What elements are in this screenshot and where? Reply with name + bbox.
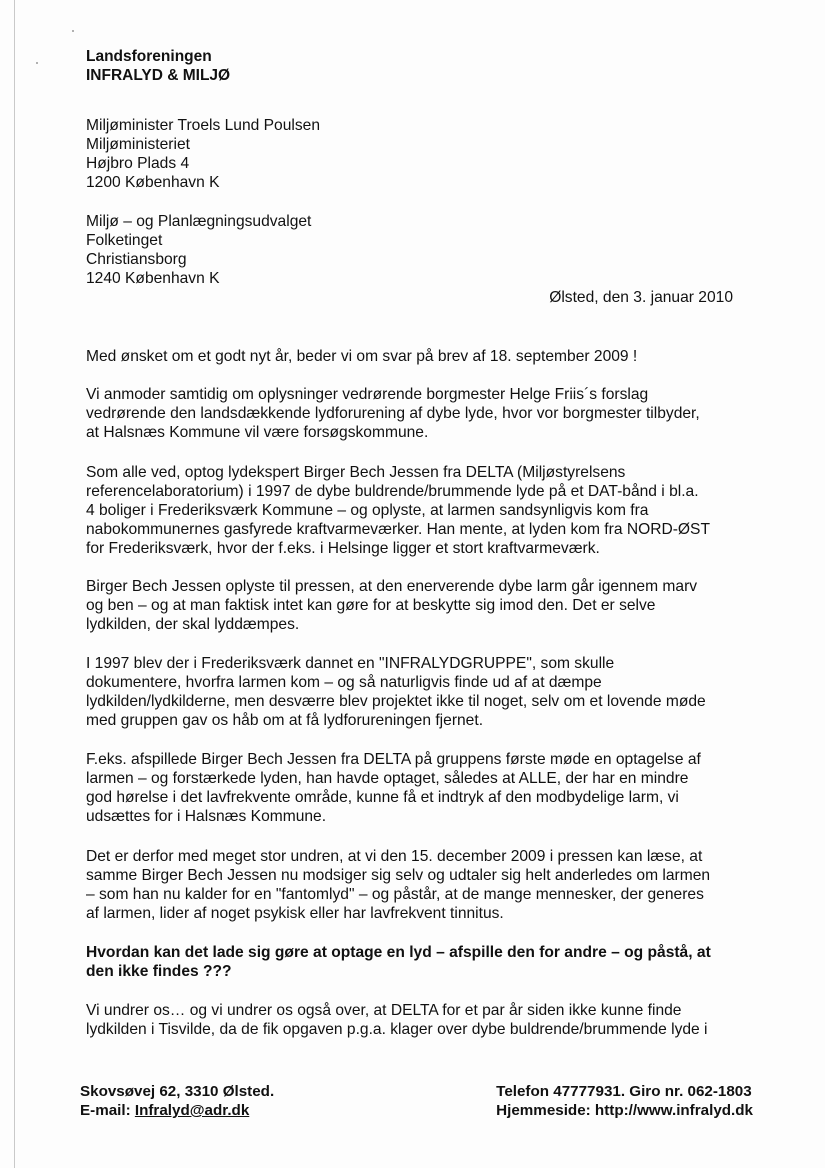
text-line: Vi anmoder samtidig om oplysninger vedrørende borgmester Helge Friis´s forslag: [86, 386, 649, 403]
text-line: med gruppen gav os håb om at få lydforureningen fjernet.: [86, 712, 484, 729]
text-line: Det er derfor med meget stor undren, at vi den 15. december 2009 i pressen kan læse, at: [86, 848, 703, 865]
text-line: Vi undrer os… og vi undrer os også over, at DELTA for et par år siden ikke kunne finde: [86, 1002, 682, 1019]
address-line: Christiansborg: [86, 251, 187, 268]
email-label: E-mail:: [80, 1102, 131, 1119]
text-line: – som han nu kalder for en "fantomlyd" – og påstår, at de mange mennesker, der generes: [86, 886, 704, 903]
sender-org: INFRALYD & MILJØ: [86, 67, 231, 84]
address-line: 1240 København K: [86, 270, 220, 287]
bold-question-paragraph: [86, 943, 711, 981]
footer-website[interactable]: Hjemmeside: http://www.infralyd.dk: [496, 1102, 753, 1119]
text-line: lydkilden/lydkilderne, men desværre blev projektet ikke til noget, selv om et lovende møde: [86, 693, 706, 710]
paragraph: [86, 1001, 708, 1039]
footer-address: Skovsøvej 62, 3310 Ølsted.: [80, 1083, 275, 1100]
paragraph: [86, 750, 701, 826]
text-line: Med ønsket om et godt nyt år, beder vi om svar på brev af 18. september 2009 !: [86, 348, 638, 365]
address-line: Miljøministeriet: [86, 136, 190, 153]
text-line: at Halsnæs Kommune vil være forsøgskommune.: [86, 424, 429, 441]
text-line: den ikke findes ???: [86, 963, 232, 980]
paragraph: [86, 847, 710, 923]
recipient-address-2: [86, 212, 311, 288]
footer-email-row: [80, 1101, 274, 1120]
scan-speck: [36, 62, 38, 64]
text-line: F.eks. afspillede Birger Bech Jessen fra DELTA på gruppens første møde en optagelse af: [86, 751, 701, 768]
email-link[interactable]: Infralyd@adr.dk: [134, 1102, 250, 1119]
scan-edge: [14, 0, 15, 1168]
text-line: udsættes for i Halsnæs Kommune.: [86, 808, 327, 825]
text-line: samme Birger Bech Jessen nu modsiger sig selv og udtaler sig helt anderledes om larmen: [86, 867, 711, 884]
footer-phone: Telefon 47777931. Giro nr. 062-1803: [496, 1083, 752, 1100]
text-line: referencelaboratorium) i 1997 de dybe buldrende/brummende lyde på et DAT-bånd i bl.a.: [86, 483, 699, 500]
footer-contact-left: [80, 1082, 274, 1120]
text-line: vedrørende den landsdækkende lydforurening af dybe lyde, hvor vor borgmester tilbyder,: [86, 405, 700, 422]
paragraph: [86, 654, 706, 730]
text-line: Hvordan kan det lade sig gøre at optage en lyd – afspille den for andre – og påstå, at: [86, 944, 711, 961]
paragraph: [86, 577, 697, 634]
address-line: Miljøminister Troels Lund Poulsen: [86, 117, 320, 134]
address-line: 1200 København K: [86, 174, 220, 191]
text-line: lydkilden i Tisvilde, da de fik opgaven p.g.a. klager over dybe buldrende/brummende lyde i: [86, 1021, 708, 1038]
address-line: Højbro Plads 4: [86, 155, 190, 172]
paragraph: [86, 463, 710, 558]
text-line: og ben – og at man faktisk intet kan gøre for at beskytte sig imod den. Det er selve: [86, 597, 656, 614]
text-line: Birger Bech Jessen oplyste til pressen, at den enerverende dybe larm går igennem marv: [86, 578, 698, 595]
text-line: af larmen, lider af noget psykisk eller har lavfrekvent tinnitus.: [86, 905, 504, 922]
paragraph: [86, 385, 700, 442]
recipient-address-1: [86, 116, 320, 192]
sender-name: Landsforeningen: [86, 48, 212, 65]
text-line: larmen – og forstærkede lyden, han havde optaget, således at ALLE, der har en mindre: [86, 770, 689, 787]
letter-date: Ølsted, den 3. januar 2010: [549, 289, 733, 306]
text-line: god hørelse i det lavfrekvente område, kunne få et indtryk af den modbydelige larm, vi: [86, 789, 679, 806]
sender-block: [86, 47, 230, 85]
address-line: Miljø – og Planlægningsudvalget: [86, 213, 312, 230]
paragraph: [86, 347, 637, 366]
text-line: dokumentere, hvorfra larmen kom – og så naturligvis finde ud af at dæmpe: [86, 674, 602, 691]
text-line: Som alle ved, optog lydekspert Birger Bech Jessen fra DELTA (Miljøstyrelsens: [86, 464, 626, 481]
footer-contact-right: [496, 1082, 753, 1120]
address-line: Folketinget: [86, 232, 163, 249]
text-line: nabokommunernes gasfyrede kraftvarmeværker. Han mente, at lyden kom fra NORD-ØST: [86, 521, 710, 538]
text-line: lydkilden, der skal lyddæmpes.: [86, 616, 300, 633]
text-line: I 1997 blev der i Frederiksværk dannet en "INFRALYDGRUPPE", som skulle: [86, 655, 615, 672]
text-line: for Frederiksværk, hvor der f.eks. i Helsinge ligger et stort kraftvarmeværk.: [86, 540, 600, 557]
scan-speck: [72, 30, 74, 32]
text-line: 4 boliger i Frederiksværk Kommune – og oplyste, at larmen sandsynligvis kom fra: [86, 502, 649, 519]
